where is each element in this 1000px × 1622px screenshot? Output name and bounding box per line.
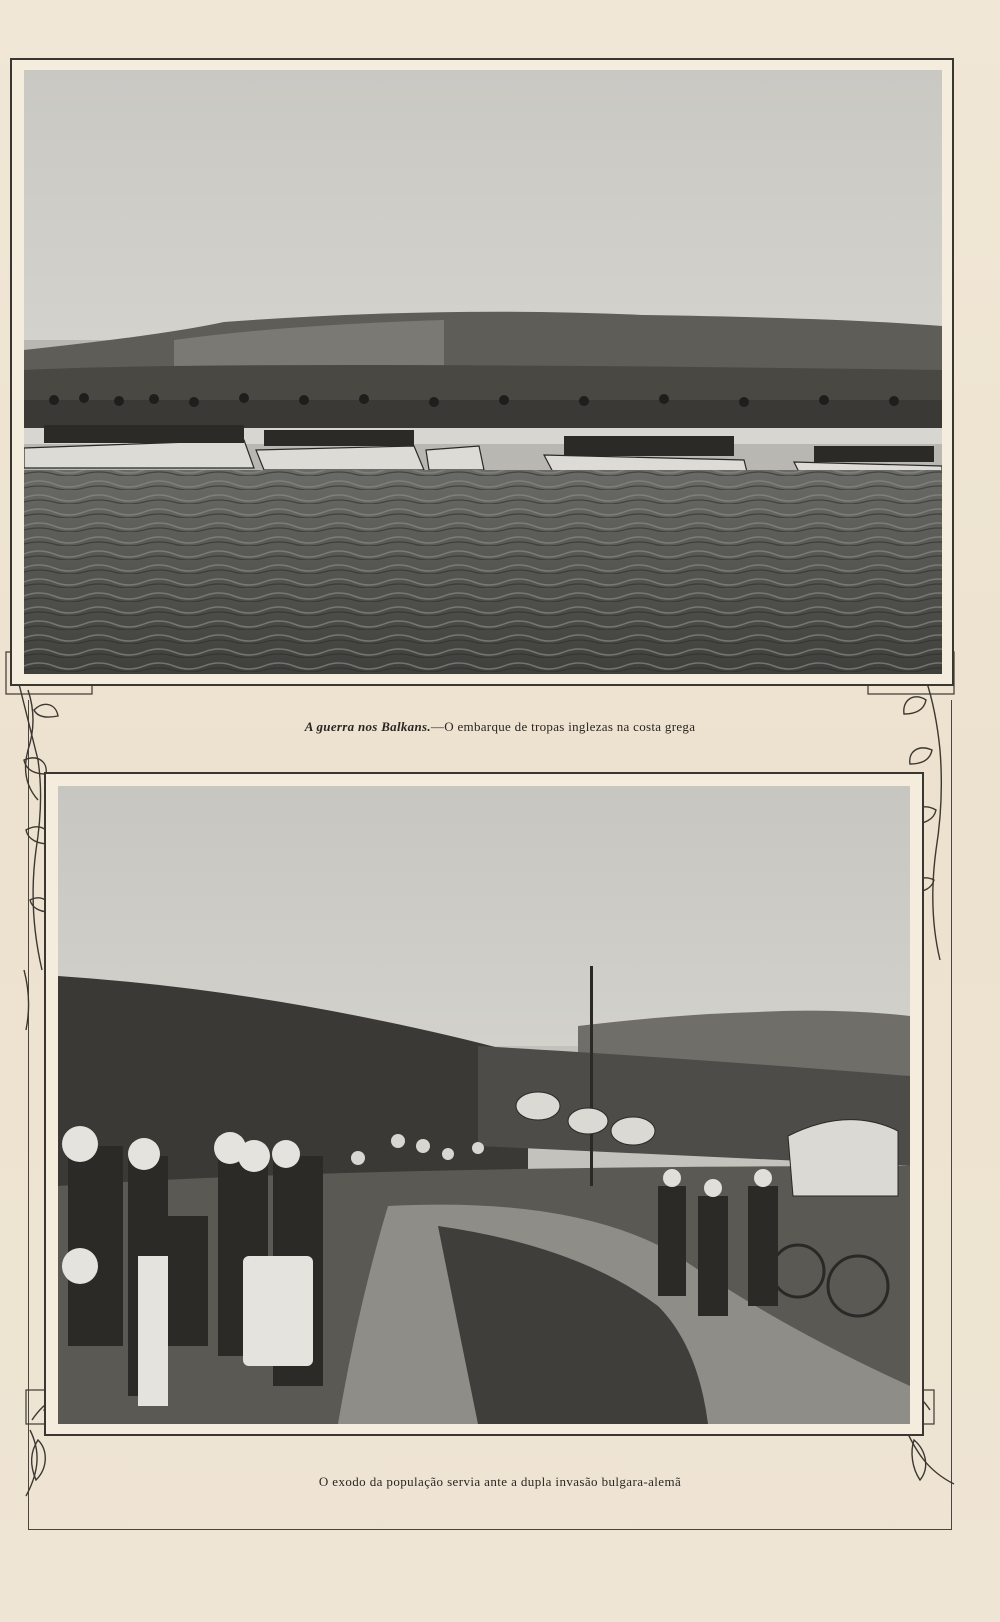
caption-text: —O embarque de tropas inglezas na costa grega [430, 719, 696, 734]
bottom-photo-frame [44, 772, 924, 1436]
top-photo-caption [0, 719, 1000, 735]
refugee-exodus-photo [58, 786, 910, 1424]
bottom-photo-caption [0, 1474, 1000, 1490]
troop-embarkation-photo [24, 70, 942, 674]
caption-text: O exodo da população servia ante a dupla invasão bulgara-alemã [318, 1474, 682, 1489]
caption-title: A guerra nos Balkans. [304, 719, 431, 734]
top-photo-frame [10, 58, 954, 686]
